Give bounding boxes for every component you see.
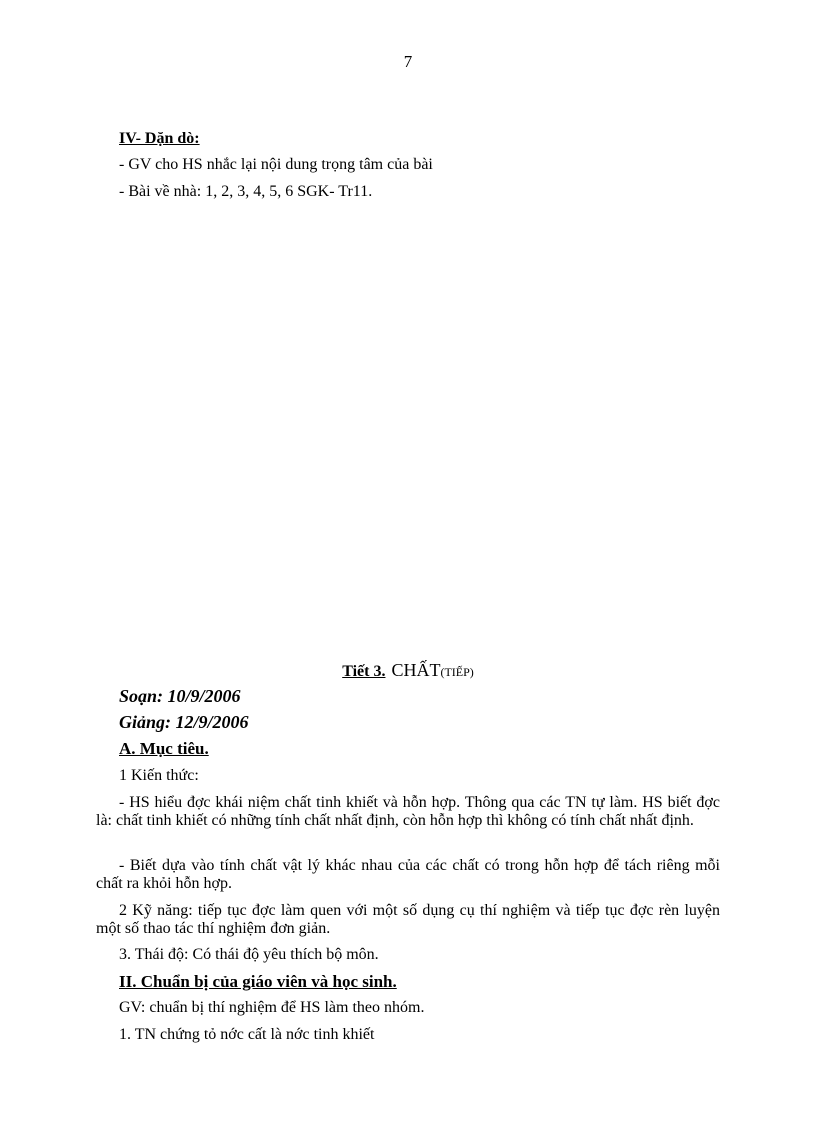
paragraph-tach-chat: - Biết dựa vào tính chất vật lý khác nhau của các chất có trong hỗn hợp để tách riêng mỗi chất ra khỏi hỗn hợp. [96, 857, 720, 892]
lesson-title-suffix: (TIẾP) [440, 665, 474, 679]
paragraph-ky-nang: 2 Kỹ năng: tiếp tục đợc làm quen với một số dụng cụ thí nghiệm và tiếp tục đợc rèn luyện một số thao tác thí nghiệm đơn giản. [96, 902, 720, 937]
soan-date: Soạn: 10/9/2006 [119, 686, 241, 706]
gv-preparation-line: GV: chuẩn bị thí nghiệm để HS làm theo nhóm. [119, 999, 425, 1016]
section-iv-heading: IV- Dặn dò: [119, 130, 200, 147]
experiment-1-line: 1. TN chứng tỏ nớc cất là nớc tinh khiết [119, 1026, 375, 1043]
giang-date: Giảng: 12/9/2006 [119, 712, 249, 732]
thai-do-line: 3. Thái độ: Có thái độ yêu thích bộ môn. [119, 946, 379, 963]
section-a-heading: A. Mục tiêu. [119, 739, 209, 758]
paragraph-khai-niem: - HS hiểu đợc khái niệm chất tinh khiết và hỗn hợp. Thông qua các TN tự làm. HS biết đợc là: chất tinh khiết có những tính chất nhất định, còn hỗn hợp thì không có tính chất nhất định. [96, 794, 720, 829]
lesson-title-main: CHẤT [391, 660, 441, 680]
section-iv-line-2: - Bài về nhà: 1, 2, 3, 4, 5, 6 SGK- Tr11. [119, 183, 373, 200]
page-number: 7 [403, 52, 413, 71]
section-iv-line-1: - GV cho HS nhắc lại nội dung trọng tâm của bài [119, 156, 433, 173]
lesson-title [0, 660, 816, 681]
kien-thuc-label: 1 Kiến thức: [119, 767, 199, 784]
lesson-label: Tiết 3. [342, 663, 386, 680]
section-ii-heading: II. Chuẩn bị của giáo viên và học sinh. [119, 972, 397, 991]
